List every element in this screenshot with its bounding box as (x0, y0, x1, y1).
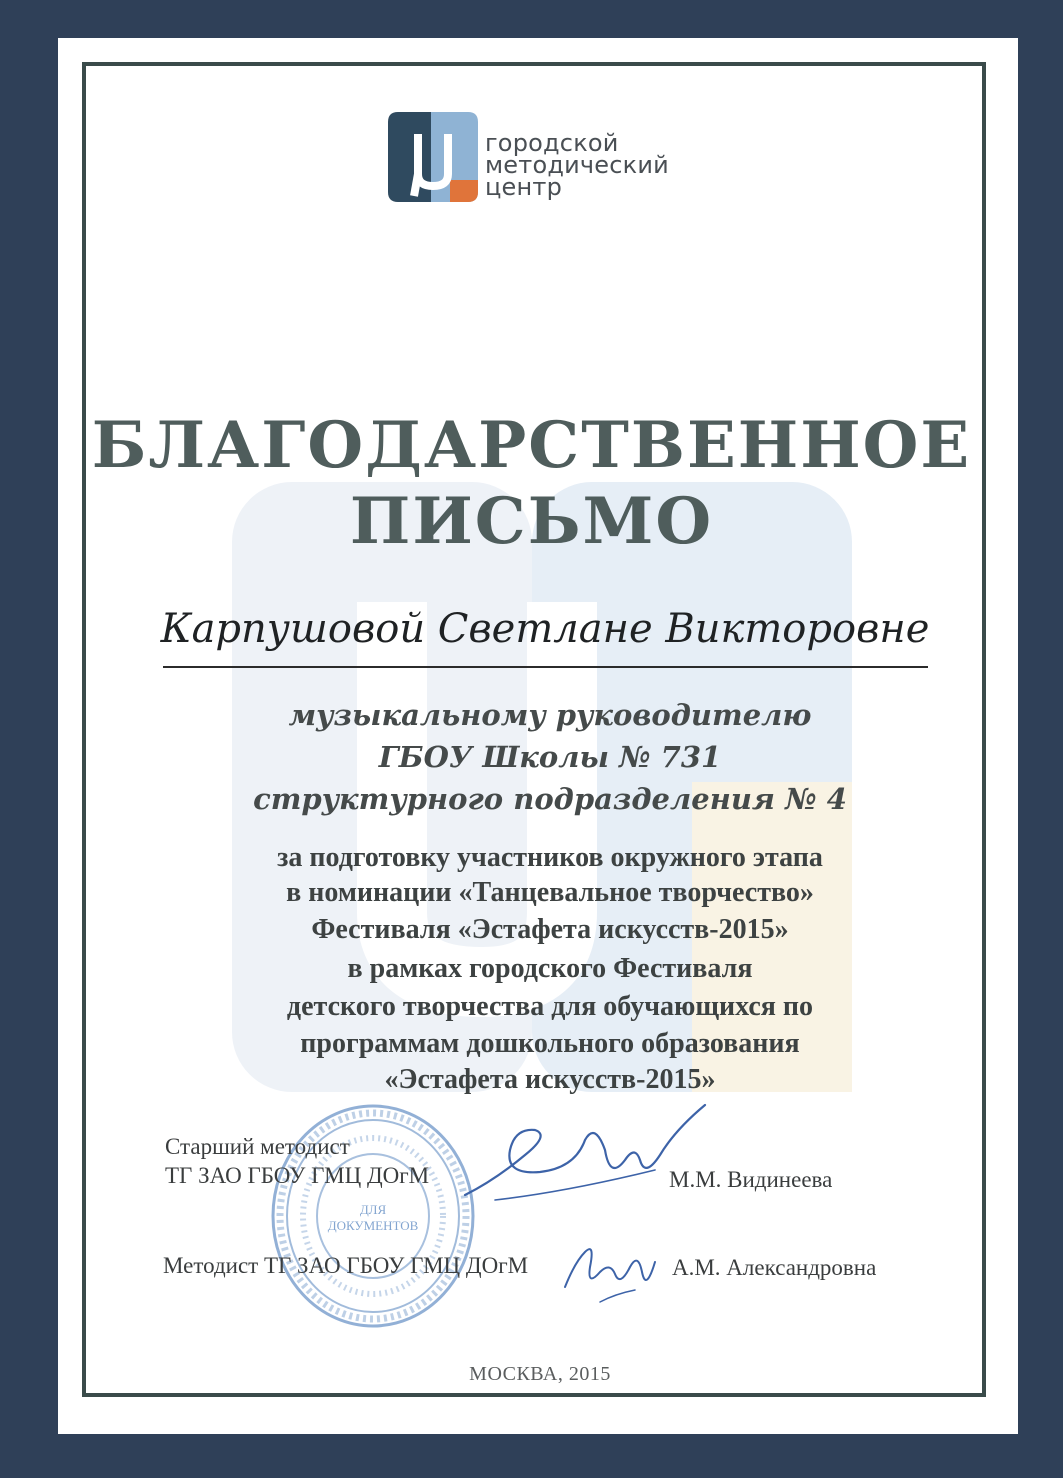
logo-text-line2: методический (485, 151, 669, 179)
methodist-title: Методист ТГ ЗАО ГБОУ ГМЦ ДОгМ (163, 1253, 529, 1278)
role-line: ГБОУ Школы № 731 (378, 740, 722, 774)
reason-line: за подготовку участников окружного этапа (277, 842, 823, 873)
senior-methodist-title-line2: ТГ ЗАО ГБОУ ГМЦ ДОгМ (165, 1163, 430, 1188)
reason-line: в номинации «Танцевальное творчество» (286, 877, 814, 908)
document-title-line2: ПИСЬМО (349, 484, 714, 559)
reason-line: программам дошкольного образования (300, 1028, 800, 1059)
role-line: музыкальному руководителю (288, 698, 812, 732)
methodist-name: А.М. Александровна (672, 1255, 877, 1280)
senior-methodist-name: М.М. Видинеева (669, 1167, 833, 1192)
logo-text-line3: центр (485, 173, 563, 201)
reason-line: в рамках городского Фестиваля (347, 953, 753, 984)
logo-text (485, 129, 669, 201)
reason-line: «Эстафета искусств-2015» (384, 1064, 716, 1095)
stamp-center-line1: ДЛЯ (359, 1202, 387, 1217)
logo-text-line1: городской (485, 129, 619, 157)
role-line: структурного подразделения № 4 (253, 782, 847, 816)
stamp-center-line2: ДОКУМЕНТОВ (327, 1218, 419, 1233)
document-title-line1: БЛАГОДАРСТВЕННОЕ (91, 408, 972, 483)
recipient-underline (163, 666, 928, 668)
footer-place-year: МОСКВА, 2015 (469, 1363, 611, 1385)
methodist-signature (560, 1232, 665, 1307)
reason-line: Фестиваля «Эстафета искусств-2015» (311, 914, 789, 945)
reason-line: детского творчества для обучающихся по (286, 991, 814, 1022)
recipient-name: Карпушовой Светлане Викторовне (160, 606, 930, 652)
senior-methodist-signature (455, 1100, 710, 1210)
gmc-logo-icon (388, 112, 478, 202)
senior-methodist-title-line1: Старший методист (165, 1134, 350, 1159)
